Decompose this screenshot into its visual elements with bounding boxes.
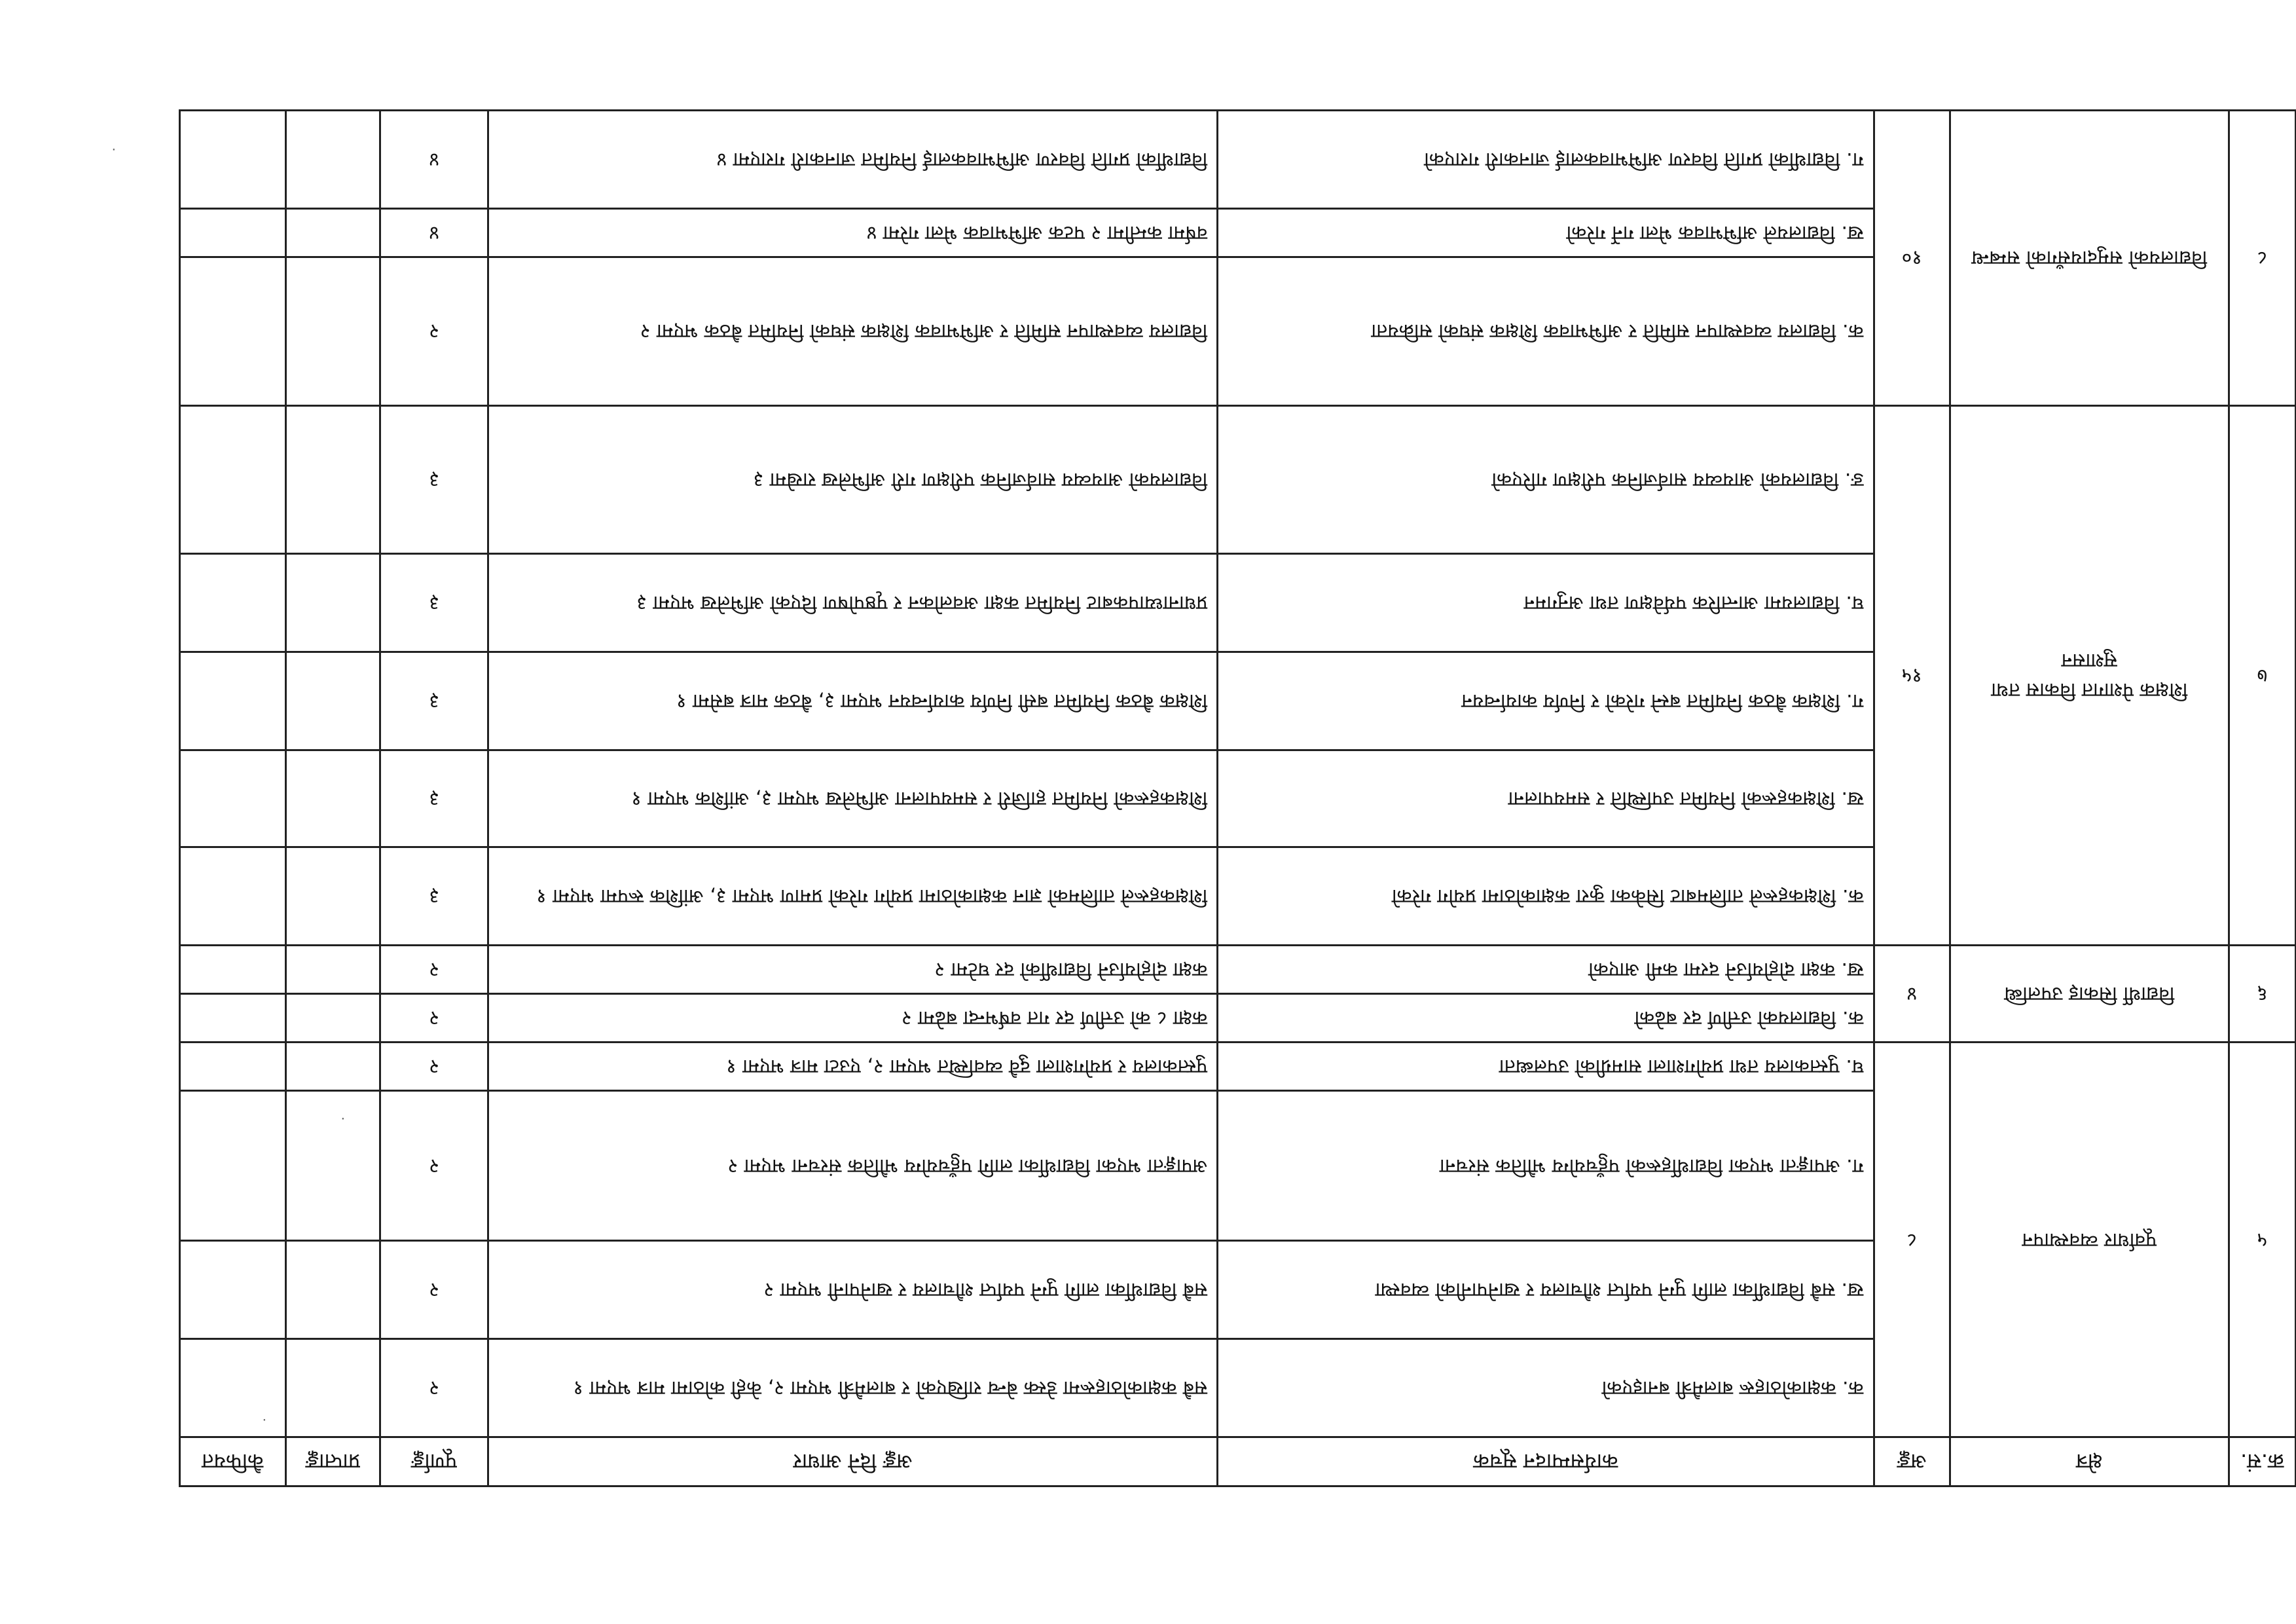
obtained-marks-cell[interactable] [285, 1091, 380, 1240]
indicator-cell: ख. विद्यालयले अभिभावक भेला गर्ने गरेको [1218, 209, 1874, 257]
group-marks: ४ [1874, 946, 1950, 1043]
full-marks-cell: २ [380, 1240, 488, 1338]
margin-mark: · [340, 1111, 345, 1126]
basis-cell: विद्यालयको आयव्यय सार्वजनिक परीक्षण गरी अभिलेख राखेमा ३ [488, 405, 1217, 553]
indicator-cell: ख. सबै विद्यार्थीका लागि पुग्ने पर्याप्त शौचालय र खानेपानीको व्यवस्था [1218, 1240, 1874, 1338]
remarks-cell[interactable] [180, 257, 286, 405]
group-serial-number: ६ [2229, 946, 2295, 1043]
header-area: क्षेत्र [1950, 1437, 2229, 1486]
indicator-cell: घ. पुस्तकालय तथा प्रयोगशाला सामग्रीको उपलब्धता [1218, 1043, 1874, 1091]
full-marks-cell: ४ [380, 111, 488, 209]
group-area: विद्यालयको समुदायसँगको सम्बन्ध [1950, 111, 2229, 406]
performance-indicator-table [179, 109, 2296, 1487]
obtained-marks-cell[interactable] [285, 1043, 380, 1091]
basis-cell: अपाङ्गता भएका विद्यार्थीका लागि पहुँचयोग्य भौतिक संरचना भएमा २ [488, 1091, 1217, 1240]
remarks-cell[interactable] [180, 209, 286, 257]
full-marks-cell: ४ [380, 209, 488, 257]
group-serial-number: ५ [2229, 1043, 2295, 1437]
basis-cell: कक्षा ८ को उत्तीर्ण दर गत वर्षभन्दा बढेमा २ [488, 994, 1217, 1043]
header-obtained-marks: प्राप्ताङ्क [285, 1437, 380, 1486]
group-area: विद्यार्थी सिकाइ उपलब्धि [1950, 946, 2229, 1043]
remarks-cell[interactable] [180, 405, 286, 553]
basis-cell: सबै विद्यार्थीका लागि पुग्ने पर्याप्त शौचालय र खानेपानी भएमा २ [488, 1240, 1217, 1338]
group-area: शिक्षक पेशागत विकास तथा सुशासन [1950, 405, 2229, 946]
full-marks-cell: ३ [380, 553, 488, 652]
indicator-cell: ख. शिक्षकहरूको नियमित उपस्थिति र समयपालना [1218, 750, 1874, 847]
obtained-marks-cell[interactable] [285, 847, 380, 946]
group-marks: १० [1874, 111, 1950, 406]
indicator-cell: क. विद्यालय व्यवस्थापन समिति र अभिभावक शिक्षक संघको सक्रियता [1218, 257, 1874, 405]
remarks-cell[interactable] [180, 994, 286, 1043]
group-serial-number: ८ [2229, 111, 2295, 406]
basis-cell: वर्षमा कम्तीमा २ पटक अभिभावक भेला गरेमा ४ [488, 209, 1217, 257]
obtained-marks-cell[interactable] [285, 553, 380, 652]
indicator-cell: क. विद्यालयको उत्तीर्ण दर बढेको [1218, 994, 1874, 1043]
basis-cell: पुस्तकालय र प्रयोगशाला दुवै व्यवस्थित भएमा २, एउटा मात्र भएमा १ [488, 1043, 1217, 1091]
full-marks-cell: २ [380, 994, 488, 1043]
table-row [180, 1338, 2296, 1437]
full-marks-cell: २ [380, 257, 488, 405]
header-remarks: कैफियत [180, 1437, 286, 1486]
remarks-cell[interactable] [180, 1043, 286, 1091]
header-serial-number: क्र.सं. [2229, 1437, 2295, 1486]
group-marks: १५ [1874, 405, 1950, 946]
basis-cell: शिक्षक बैठक नियमित बसी निर्णय कार्यान्वयन भएमा ३, बैठक मात्र बसेमा १ [488, 652, 1217, 750]
full-marks-cell: ३ [380, 847, 488, 946]
header-basis: अङ्क दिने आधार [488, 1437, 1217, 1486]
remarks-cell[interactable] [180, 553, 286, 652]
indicator-cell: ग. शिक्षक बैठक नियमित बस्ने गरेको र निर्णय कार्यान्वयन [1218, 652, 1874, 750]
remarks-cell[interactable] [180, 652, 286, 750]
obtained-marks-cell[interactable] [285, 209, 380, 257]
header-marks: अङ्क [1874, 1437, 1950, 1486]
indicator-cell: ङ. विद्यालयको आयव्यय सार्वजनिक परीक्षण गरिएको [1218, 405, 1874, 553]
indicator-cell: क. शिक्षकहरूले तालिमबाट सिकेका कुरा कक्षाकोठामा प्रयोग गरेको [1218, 847, 1874, 946]
obtained-marks-cell[interactable] [285, 994, 380, 1043]
full-marks-cell: २ [380, 1338, 488, 1437]
obtained-marks-cell[interactable] [285, 405, 380, 553]
basis-cell: सबै कक्षाकोठाहरूमा डेस्क बेन्च राखिएको र बालमैत्री भएमा २, केही कोठामा मात्र भएमा १ [488, 1338, 1217, 1437]
full-marks-cell: ३ [380, 750, 488, 847]
indicator-cell: ख. कक्षा दोहोर्याउने दरमा कमी आएको [1218, 946, 1874, 994]
obtained-marks-cell[interactable] [285, 1240, 380, 1338]
header-indicator: कार्यसम्पादन सूचक [1218, 1437, 1874, 1486]
remarks-cell[interactable] [180, 1091, 286, 1240]
remarks-cell[interactable] [180, 111, 286, 209]
obtained-marks-cell[interactable] [285, 750, 380, 847]
basis-cell: शिक्षकहरूले तालिमको ज्ञान कक्षाकोठामा प्रयोग गरेको प्रमाण भएमा ३, आंशिक रूपमा भएमा १ [488, 847, 1217, 946]
full-marks-cell: ३ [380, 405, 488, 553]
remarks-cell[interactable] [180, 750, 286, 847]
full-marks-cell: २ [380, 1091, 488, 1240]
full-marks-cell: २ [380, 1043, 488, 1091]
obtained-marks-cell[interactable] [285, 1338, 380, 1437]
group-area: पूर्वाधार व्यवस्थापन [1950, 1043, 2229, 1437]
basis-cell: विद्यार्थीको प्रगति विवरण अभिभावकलाई नियमित जानकारी गराएमा ४ [488, 111, 1217, 209]
remarks-cell[interactable] [180, 946, 286, 994]
obtained-marks-cell[interactable] [285, 257, 380, 405]
group-serial-number: ७ [2229, 405, 2295, 946]
remarks-cell[interactable] [180, 1240, 286, 1338]
table-header-row [180, 1437, 2296, 1486]
remarks-cell[interactable] [180, 1338, 286, 1437]
basis-cell: कक्षा दोहोर्याउने विद्यार्थीको दर घटेमा २ [488, 946, 1217, 994]
remarks-cell[interactable] [180, 847, 286, 946]
obtained-marks-cell[interactable] [285, 946, 380, 994]
basis-cell: शिक्षकहरूको नियमित हाजिरी र समयपालना अभिलेख भएमा ३, आंशिक भएमा १ [488, 750, 1217, 847]
indicator-cell: ग. विद्यार्थीको प्रगति विवरण अभिभावकलाई जानकारी गराएको [1218, 111, 1874, 209]
margin-mark: · [111, 141, 116, 157]
indicator-cell: क. कक्षाकोठाहरू बालमैत्री बनाइएको [1218, 1338, 1874, 1437]
table-row [180, 847, 2296, 946]
full-marks-cell: ३ [380, 652, 488, 750]
basis-cell: विद्यालय व्यवस्थापन समिति र अभिभावक शिक्षक संघको नियमित बैठक भएमा २ [488, 257, 1217, 405]
basis-cell: प्रधानाध्यापकबाट नियमित कक्षा अवलोकन र पृष्ठपोषण दिएको अभिलेख भएमा ३ [488, 553, 1217, 652]
full-marks-cell: २ [380, 946, 488, 994]
table-row [180, 257, 2296, 405]
obtained-marks-cell[interactable] [285, 652, 380, 750]
indicator-cell: ग. अपाङ्गता भएका विद्यार्थीहरूको पहुँचयोग्य भौतिक संरचना [1218, 1091, 1874, 1240]
table-row [180, 994, 2296, 1043]
header-full-marks: पूर्णाङ्क [380, 1437, 488, 1486]
group-marks: ८ [1874, 1043, 1950, 1437]
indicator-cell: घ. विद्यालयमा आन्तरिक पर्यवेक्षण तथा अनुगमन [1218, 553, 1874, 652]
margin-mark: · [262, 1412, 266, 1428]
obtained-marks-cell[interactable] [285, 111, 380, 209]
